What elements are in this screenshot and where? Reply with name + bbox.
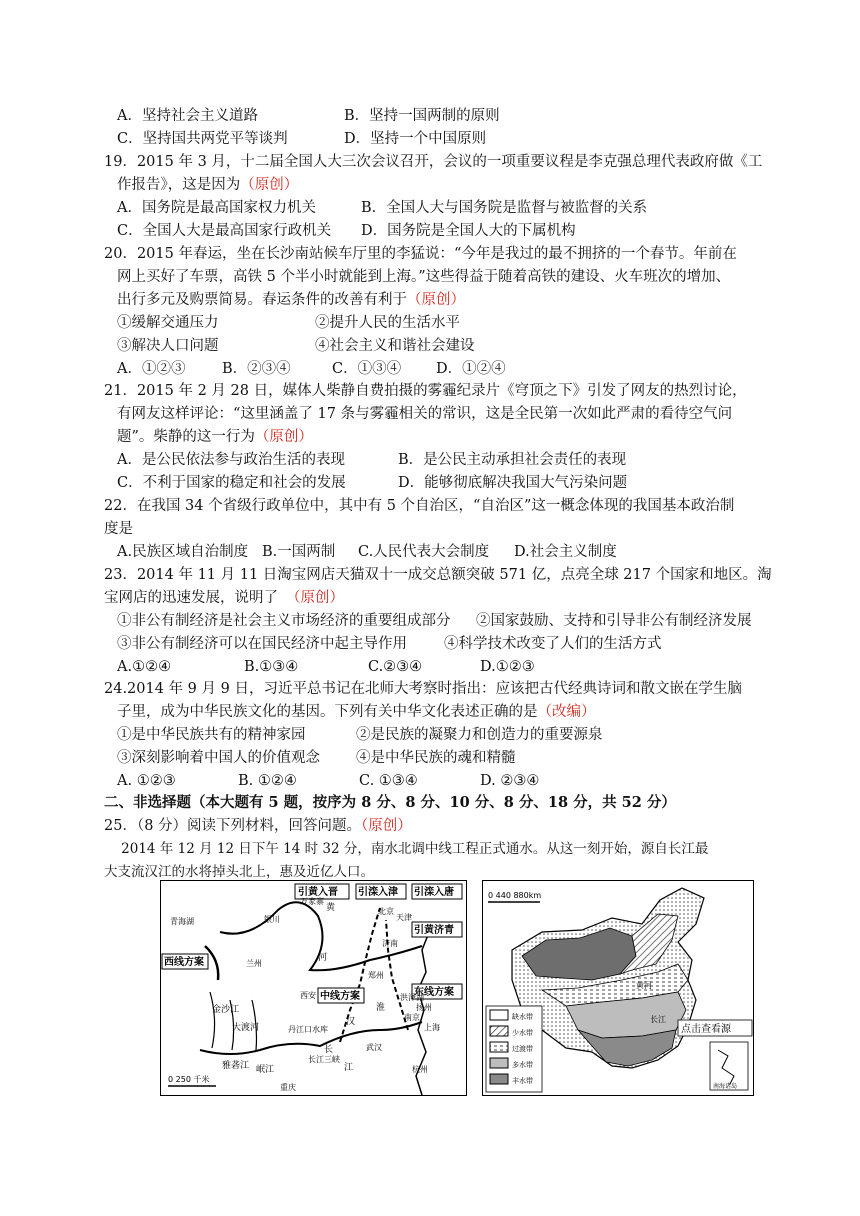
place-nanjing: 南京 [404,1013,420,1022]
q20-option-a: A．①②③ [117,361,186,377]
q23-item-2: ②国家鼓励、支持和引导非公有制经济发展 [476,613,752,629]
q24-option-c: C. ①③④ [359,773,418,789]
q19-option-b: B．全国人大与国务院是监督与被监督的关系 [361,200,648,216]
q23-stem-line-1: 23．2014 年 11 月 11 日淘宝网店天猫双十一成交总额突破 571 亿，点亮全球 217 个国家和地区。淘 [104,567,772,583]
river-label-jiang: 江 [344,1063,354,1073]
river-label-min: 岷江 [256,1065,275,1075]
place-qinghai: 青海湖 [170,917,194,926]
q21-origin-tag: （原创） [254,429,313,445]
river-label-chang: 长 [324,1045,334,1055]
place-jinan: 济南 [382,939,398,948]
inset-label: 南海诸岛 [713,1083,738,1090]
q20-stem-line-1: 20．2015 年春运，坐在长沙南站候车厅里的李猛说：“今年是我过的最不拥挤的一个春节。年前在 [104,246,737,262]
q20-option-c: C．①③④ [332,361,402,377]
place-shanghai: 上海 [424,1023,440,1032]
q21-stem-line-2: 有网友这样评论：“这里涵盖了 17 条与雾霾相关的常识，这是全民第一次如此严肃的看待空气问 [117,406,733,422]
q22-stem-line-1: 22．在我国 34 个省级行政单位中，其中有 5 个自治区，“自治区”这一概念体现的我国基本政治制 [104,498,735,514]
legend-label-deficient: 缺水带 [512,1013,533,1021]
q24-item-1: ①是中华民族共有的精神家园 [117,727,306,743]
q24-item-2: ②是民族的凝聚力和创造力的重要源泉 [356,727,603,743]
river-label-han: 汉 [346,1017,356,1027]
yinhuang-qing-label: 引黄济青 [414,925,454,936]
middle-route-label: 中线方案 [320,991,360,1002]
river-label-dadu: 大渡河 [232,1023,260,1033]
q20-item-4: ④社会主义和谐社会建设 [315,338,475,354]
place-chongqing: 重庆 [280,1083,296,1092]
q19-origin-tag: （原创） [240,177,299,193]
legend-swatch-scarce [490,1026,508,1036]
q23-item-4: ④科学技术改变了人们的生活方式 [444,636,662,652]
q21-option-a: A．是公民依法参与政治生活的表现 [117,452,345,468]
place-hongze: 洪泽湖 [400,993,424,1002]
river-label-huang: 黄 [326,903,336,913]
q18-option-c: C．坚持国共两党平等谈判 [117,131,288,147]
water-diversion-routes-map [160,880,467,1096]
river-label-he: 河 [318,953,328,963]
river-label-jinsha: 金沙江 [212,1005,240,1015]
q23-stem-line-2: 宝网店的迅速发展，说明了 （原创） [104,590,344,606]
q19-option-a: A．国务院是最高国家权力机关 [117,200,316,216]
q24-item-3: ③深刻影响着中国人的价值观念 [117,750,320,766]
q23-origin-tag: （原创） [286,590,344,606]
west-route-label: 西线方案 [164,957,204,968]
river-label-huai: 淮 [376,1003,386,1013]
q19-option-c: C．全国人大是最高国家行政机关 [117,223,332,239]
yinhuang-jin-label: 引黄入晋 [298,887,338,898]
legend-swatch-abundant [490,1058,508,1068]
place-hangzhou: 杭州 [412,1065,428,1074]
q19-option-d: D．国务院是全国人大的下属机构 [361,223,576,239]
yinluan-jin-label: 引滦入津 [358,887,398,898]
q21-option-b: B．是公民主动承担社会责任的表现 [398,452,627,468]
place-yangzhou: 扬州 [416,1003,432,1012]
q20-stem-line-3: 出行多元及购票简易。春运条件的改善有利于（原创） [117,292,465,308]
q22-option-b: B.一国两制 [262,544,336,560]
right-map-huanghe-label: 黄河 [636,981,652,990]
q19-stem-line-2: 作报告》，这是因为（原创） [117,177,299,193]
q18-option-d: D．坚持一个中国原则 [344,131,487,147]
water-diversion-map-svg [160,880,467,1096]
q21-stem-line-1: 21．2015 年 2 月 28 日，媒体人柴静自费拍摄的雾霾纪录片《穹顶之下》引发了网友的热烈讨论， [104,383,747,399]
q24-origin-tag: （改编） [537,704,596,720]
q20-stem-line-2: 网上买好了车票，高铁 5 个半小时就能到上海。”这些得益于随着高铁的建设、火车班次的增加、 [117,269,731,285]
q22-option-a: A.民族区域自治制度 [117,544,249,560]
q25-material-line-1: 2014 年 12 月 12 日下午 14 时 32 分，南水北调中线工程正式通水。从这一刻开始，源自长江最 [104,841,709,857]
place-tianjin: 天津 [396,913,412,922]
river-label-yalong: 雅砻江 [222,1061,250,1071]
view-source-popup-text[interactable]: 点击查看源 [681,1024,731,1035]
section-2-heading: 二、非选择题（本大题有 5 题，按序为 8 分、8 分、10 分、8 分、18 分，共 52 分） [104,794,676,811]
q21-option-d: D．能够彻底解决我国大气污染问题 [398,475,628,491]
q20-item-2: ②提升人民的生活水平 [315,315,460,331]
q23-option-a: A.①②④ [117,659,172,675]
q23-item-3: ③非公有制经济可以在国民经济中起主导作用 [117,636,407,652]
q22-option-c: C.人民代表大会制度 [358,544,490,560]
water-zones-map-svg [482,880,754,1096]
q22-option-d: D.社会主义制度 [514,544,617,560]
q23-item-1: ①非公有制经济是社会主义市场经济的重要组成部分 [117,613,451,629]
place-beijing: 北京 [378,907,394,916]
place-danjiangkou: 丹江口水库 [288,1025,328,1034]
legend-swatch-transition [490,1042,508,1052]
legend-label-scarce: 少水带 [512,1029,533,1037]
water-zones-map [482,880,754,1096]
q18-option-b: B．坚持一国两制的原则 [344,108,500,124]
q21-stem-line-3: 题”。柴静的这一行为（原创） [117,429,313,445]
q24-stem-line-2: 子里，成为中华民族文化的基因。下列有关中华文化表述正确的是（改编） [117,704,596,720]
place-xian: 西安 [300,991,316,1000]
east-route-label: 东线方案 [414,987,454,998]
place-yinchuan: 银川 [264,915,280,924]
q24-option-a: A. ①②③ [117,773,176,789]
place-changjiang-sanxia: 长江三峡 [308,1055,340,1064]
q22-stem-line-2: 度是 [104,521,133,537]
q23-option-b: B.①③④ [244,659,299,675]
q18-option-a: A．坚持社会主义道路 [117,108,258,124]
q23-option-c: C.②③④ [368,659,423,675]
right-map-scale-label: 0 440 880km [488,891,542,900]
q24-option-d: D. ②③④ [480,773,540,789]
place-wanjiazhai: 万家寨 [300,897,324,906]
legend-swatch-rich [490,1074,508,1084]
q23-option-d: D.①②③ [480,659,535,675]
q25-origin-tag: （原创） [361,818,412,834]
q24-option-b: B. ①②④ [238,773,297,789]
q20-item-1: ①缓解交通压力 [117,315,219,331]
q25-stem: 25．（8 分）阅读下列材料，回答问题。（原创） [104,818,412,834]
q20-option-d: D．①②④ [436,361,506,377]
left-map-scale-label: 0 250 千米 [168,1075,210,1084]
q19-stem-line-1: 19．2015 年 3 月，十二届全国人大三次会议召开，会议的一项重要议程是李克强总理代表政府做《工 [104,154,763,170]
q24-item-4: ④是中华民族的魂和精髓 [356,750,516,766]
legend-swatch-deficient [490,1010,508,1020]
place-wuhan: 武汉 [366,1043,382,1052]
q21-option-c: C．不利于国家的稳定和社会的发展 [117,475,346,491]
legend-label-transition: 过渡带 [512,1045,533,1053]
q25-material-line-2: 大支流汉江的水将掉头北上，惠及近亿人口。 [104,864,374,880]
q24-stem-line-1: 24.2014 年 9 月 9 日，习近平总书记在北师大考察时指出：应该把古代经典诗词和散文嵌在学生脑 [104,681,742,697]
place-zhengzhou: 郑州 [368,971,384,980]
q20-item-3: ③解决人口问题 [117,338,219,354]
q20-option-b: B．②③④ [222,361,291,377]
place-lanzhou: 兰州 [246,959,262,968]
yinluan-tang-label: 引滦入唐 [414,887,454,898]
right-map-changjiang-label: 长江 [650,1015,666,1024]
legend-label-abundant: 多水带 [512,1061,533,1069]
q20-origin-tag: （原创） [407,292,465,308]
legend-label-rich: 丰水带 [512,1077,533,1085]
